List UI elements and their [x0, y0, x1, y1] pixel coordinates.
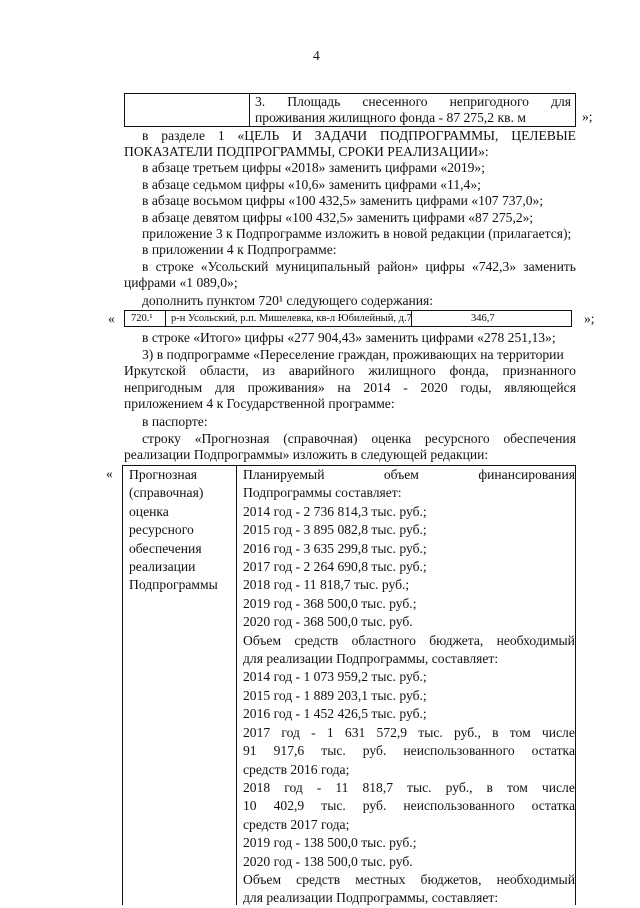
- cell-divider: [249, 94, 250, 126]
- word: годы,: [460, 380, 492, 395]
- word: Планируемый: [243, 467, 325, 482]
- word: неиспользованного: [403, 743, 515, 759]
- instruction-line: в абзаце седьмом цифры «10,6» заменить цифрами «11,4»;: [142, 177, 481, 192]
- year-2018-line-1: [243, 779, 575, 797]
- word: бюджетов,: [420, 871, 482, 887]
- word: бюджета,: [429, 632, 484, 648]
- word: непригодным: [124, 380, 203, 395]
- word: из: [262, 363, 276, 378]
- word: проживания»: [247, 380, 325, 395]
- word: в: [142, 128, 149, 143]
- word: 2017: [243, 724, 271, 740]
- word: ресурсного: [424, 431, 490, 446]
- word: необходимый: [496, 632, 575, 648]
- word: обеспечения: [503, 431, 576, 446]
- word: 1: [217, 128, 225, 143]
- section-heading-line-1: [142, 128, 576, 144]
- word: заменить: [523, 259, 576, 274]
- word: объем: [383, 467, 419, 482]
- itogo-line: в строке «Итого» цифры «277 904,43» заменить цифрами «278 251,13»;: [142, 330, 556, 345]
- word: тыс.: [418, 724, 443, 740]
- area-line-2: проживания жилищного фонда - 87 275,2 кв. м: [255, 110, 526, 125]
- word: в: [492, 724, 499, 740]
- word: разделе: [161, 128, 205, 143]
- word: муниципальный: [275, 259, 371, 274]
- usolsky-line-2: цифрами «1 089,0»;: [124, 275, 238, 290]
- subprogram-line-2: [124, 363, 576, 379]
- section-heading-line-2: ПОКАЗАТЕЛИ ПОДПРОГРАММЫ, СРОКИ РЕАЛИЗАЦИИ»:: [124, 144, 489, 159]
- funding-heading-line-1: [243, 466, 575, 484]
- word: 11: [335, 779, 349, 795]
- usolsky-line-1: [142, 259, 576, 275]
- funding-label: Прогнозная (справочная) оценка ресурсного обеспечения реализации Подпрограммы: [129, 467, 218, 593]
- passport-line: в паспорте:: [142, 414, 208, 429]
- instruction-line: в абзаце девятом цифры «100 432,5» заменить цифрами «87 275,2»;: [142, 210, 534, 225]
- word: аварийного: [288, 363, 355, 378]
- word: руб.,: [454, 724, 481, 740]
- word: -: [403, 380, 408, 395]
- word: остатка: [531, 743, 575, 759]
- item-720-address: р-н Усольский, р.п. Мишелевка, кв-л Юбилейный, д.7: [171, 313, 412, 324]
- year-2017-line-2: [243, 742, 575, 760]
- word: тыс.: [321, 743, 346, 759]
- word: 2014: [363, 380, 391, 395]
- word: строку: [142, 431, 181, 446]
- word: ЗАДАЧИ: [314, 128, 368, 143]
- word: том: [506, 779, 528, 795]
- year-line: 2014 год - 1 073 959,2 тыс. руб.;: [243, 669, 427, 685]
- add-item-line: дополнить пунктом 720¹ следующего содержания:: [142, 293, 434, 308]
- year-2017-line-3: средств 2016 года;: [243, 761, 350, 777]
- word: тыс.: [407, 779, 432, 795]
- word: оценка: [371, 431, 412, 446]
- year-2018-line-3: средств 2017 года;: [243, 816, 350, 832]
- year-line: 2015 год - 1 889 203,1 тыс. руб.;: [243, 687, 427, 703]
- word: И: [292, 128, 302, 143]
- word: 2020: [420, 380, 448, 395]
- word: признанного: [502, 363, 576, 378]
- year-line: 2019 год - 368 500,0 тыс. руб.;: [243, 595, 417, 611]
- word: (справочная): [283, 431, 358, 446]
- word: финансирования: [478, 467, 575, 482]
- word: являющейся: [504, 380, 576, 395]
- word: областного: [351, 632, 416, 648]
- stroka-line-1: [142, 431, 576, 447]
- word: непригодного: [449, 94, 529, 109]
- word: «742,3»: [471, 259, 517, 274]
- year-line: 2020 год - 138 500,0 тыс. руб.: [243, 853, 413, 869]
- word: год: [284, 779, 303, 795]
- page-number: 4: [313, 48, 320, 63]
- year-line: 2020 год - 368 500,0 тыс. руб.: [243, 614, 413, 630]
- item-720-number: 720.¹: [131, 313, 153, 324]
- year-line: 2017 год - 2 264 690,8 тыс. руб.;: [243, 559, 427, 575]
- open-quote: «: [108, 311, 115, 326]
- word: 2018: [243, 779, 271, 795]
- word: для: [551, 94, 571, 109]
- word: цифры: [425, 259, 465, 274]
- word: «Прогнозная: [194, 431, 270, 446]
- word: том: [509, 724, 531, 740]
- word: 402,9: [273, 798, 305, 814]
- funding-content: [243, 466, 575, 908]
- word: остатка: [531, 798, 575, 814]
- item-720-value: 346,7: [471, 313, 495, 324]
- word: 917,6: [273, 743, 305, 759]
- year-line: 2014 год - 2 736 814,3 тыс. руб.;: [243, 503, 427, 519]
- subprogram-line-4: приложением 4 к Государственной программе:: [124, 396, 395, 411]
- cell-divider: [165, 311, 166, 326]
- instruction-line: в абзаце третьем цифры «2018» заменить цифрами «2019»;: [142, 160, 486, 175]
- word: Площадь: [287, 94, 341, 109]
- year-2017-line-1: [243, 724, 575, 742]
- year-2018-line-2: [243, 797, 575, 815]
- area-table-row: [124, 93, 576, 127]
- word: год: [281, 724, 300, 740]
- word: фонда,: [449, 363, 489, 378]
- item-720-row: [124, 310, 572, 327]
- year-line: 2018 год - 11 818,7 тыс. руб.;: [243, 577, 410, 593]
- word: средств: [294, 632, 339, 648]
- word: жилищного: [368, 363, 436, 378]
- word: 10: [243, 798, 257, 814]
- word: Объем: [243, 632, 282, 648]
- local-budget-line-2: для реализации Подпрограммы, составляет:: [243, 890, 499, 906]
- word: тыс.: [321, 798, 346, 814]
- word: строке: [155, 259, 194, 274]
- close-quote: »;: [584, 311, 595, 326]
- word: 3.: [255, 94, 266, 109]
- word: числе: [541, 779, 575, 795]
- word: 1: [326, 724, 334, 740]
- word: 572,9: [376, 724, 408, 740]
- subprogram-line-1: 3) в подпрограмме «Переселение граждан, проживающих на территории: [142, 347, 564, 362]
- word: 91: [243, 743, 257, 759]
- instruction-line: приложение 3 к Подпрограмме изложить в новой редакции (прилагается);: [142, 226, 572, 241]
- word: руб.: [362, 743, 387, 759]
- word: -: [311, 724, 316, 740]
- word: снесенного: [362, 94, 428, 109]
- funding-heading-line-2: Подпрограммы составляет:: [243, 485, 402, 501]
- year-line: 2016 год - 3 635 299,8 тыс. руб.;: [243, 540, 427, 556]
- word: средств: [296, 871, 341, 887]
- year-line: 2016 год - 1 452 426,5 тыс. руб.;: [243, 706, 427, 722]
- word: в: [486, 779, 493, 795]
- word: ПОДПРОГРАММЫ,: [379, 128, 499, 143]
- stroka-line-2: реализации Подпрограммы» изложить в следующей редакции:: [124, 447, 489, 462]
- local-budget-line-1: [243, 871, 575, 889]
- word: 631: [344, 724, 366, 740]
- word: -: [316, 779, 322, 795]
- regional-budget-line-1: [243, 632, 575, 650]
- regional-budget-line-2: для реализации Подпрограммы, составляет:: [243, 651, 499, 667]
- word: Объем: [243, 871, 282, 887]
- word: руб.: [362, 798, 387, 814]
- word: 818,7: [362, 779, 394, 795]
- word: числе: [541, 724, 575, 740]
- column-divider: [236, 466, 237, 905]
- word: необходимый: [496, 871, 575, 887]
- year-line: 2019 год - 138 500,0 тыс. руб.;: [243, 835, 417, 851]
- close-quote: »;: [582, 109, 593, 124]
- word: для: [214, 380, 235, 395]
- word: район»: [377, 259, 419, 274]
- word: области,: [199, 363, 249, 378]
- word: «ЦЕЛЬ: [237, 128, 280, 143]
- funding-table: [122, 465, 576, 905]
- word: руб.,: [445, 779, 473, 795]
- word: неиспользованного: [403, 798, 515, 814]
- word: Иркутской: [124, 363, 186, 378]
- instruction-line: в абзаце восьмом цифры «100 432,5» заменить цифрами «107 737,0»;: [142, 193, 544, 208]
- word: в: [142, 259, 149, 274]
- instruction-line: в приложении 4 к Подпрограмме:: [142, 242, 337, 257]
- cell-divider: [411, 311, 412, 326]
- area-line-1: [255, 94, 571, 110]
- year-line: 2015 год - 3 895 082,8 тыс. руб.;: [243, 522, 427, 538]
- word: «Усольский: [200, 259, 269, 274]
- subprogram-line-3: [124, 380, 576, 396]
- open-quote: «: [106, 466, 113, 481]
- word: на: [337, 380, 351, 395]
- word: местных: [355, 871, 406, 887]
- word: ЦЕЛЕВЫЕ: [511, 128, 576, 143]
